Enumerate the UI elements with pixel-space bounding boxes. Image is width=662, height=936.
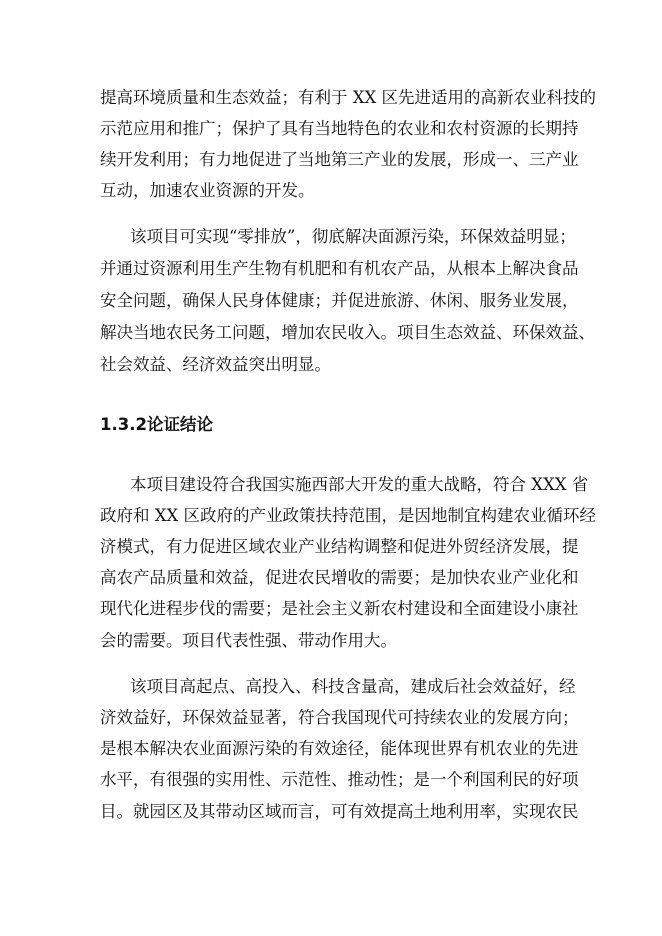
paragraph1-line-1: 提高环境质量和生态效益；有利于 XX 区先进适用的高新农业科技的	[100, 88, 596, 107]
paragraph2-line-4: 解决当地农民务工问题，增加农民收入。项目生态效益、环保效益、	[100, 323, 595, 342]
paragraph2-line-3: 安全问题，确保人民身体健康；并促进旅游、休闲、服务业发展，	[100, 291, 579, 310]
paragraph1-line-2: 示范应用和推广；保护了具有当地特色的农业和农村资源的长期持	[100, 119, 579, 138]
paragraph2-line-2: 并通过资源利用生产生物有机肥和有机农产品，从根本上解决食品	[100, 259, 579, 278]
paragraph3-line-3: 济模式，有力促进区域农业产业结构调整和促进外贸经济发展，提	[100, 537, 579, 556]
paragraph4-line-2: 济效益好，环保效益显著，符合我国现代可持续农业的发展方向；	[100, 708, 579, 727]
paragraph3-line-4: 高农产品质量和效益，促进农民增收的需要；是加快农业产业化和	[100, 568, 579, 587]
paragraph4-line-4: 水平，有很强的实用性、示范性、推动性；是一个利国利民的好项	[100, 770, 579, 789]
paragraph4-line-3: 是根本解决农业面源污染的有效途径，能体现世界有机农业的先进	[100, 739, 579, 758]
paragraph3-line-1: 本项目建设符合我国实施西部大开发的重大战略，符合 XXX 省	[130, 475, 589, 494]
paragraph1-line-3: 续开发利用；有力地促进了当地第三产业的发展，形成一、三产业	[100, 150, 579, 169]
paragraph2-line-5: 社会效益、经济效益突出明显。	[100, 355, 331, 374]
paragraph2-line-1: 该项目可实现“零排放”，彻底解决面源污染，环保效益明显；	[130, 227, 576, 246]
paragraph4-line-1: 该项目高起点、高投入、科技含量高，建成后社会效益好，经	[130, 677, 576, 696]
section-heading: 1.3.2论证结论	[100, 415, 213, 434]
paragraph3-line-2: 政府和 XX 区政府的产业政策扶持范围，是因地制宜构建农业循环经	[100, 506, 596, 525]
paragraph4-line-5: 目。就园区及其带动区域而言，可有效提高土地利用率，实现农民	[100, 802, 579, 821]
paragraph3-line-5: 现代化进程步伐的需要；是社会主义新农村建设和全面建设小康社	[100, 599, 579, 618]
paragraph3-line-6: 会的需要。项目代表性强、带动作用大。	[100, 631, 397, 650]
paragraph1-line-4: 互动，加速农业资源的开发。	[100, 181, 315, 200]
